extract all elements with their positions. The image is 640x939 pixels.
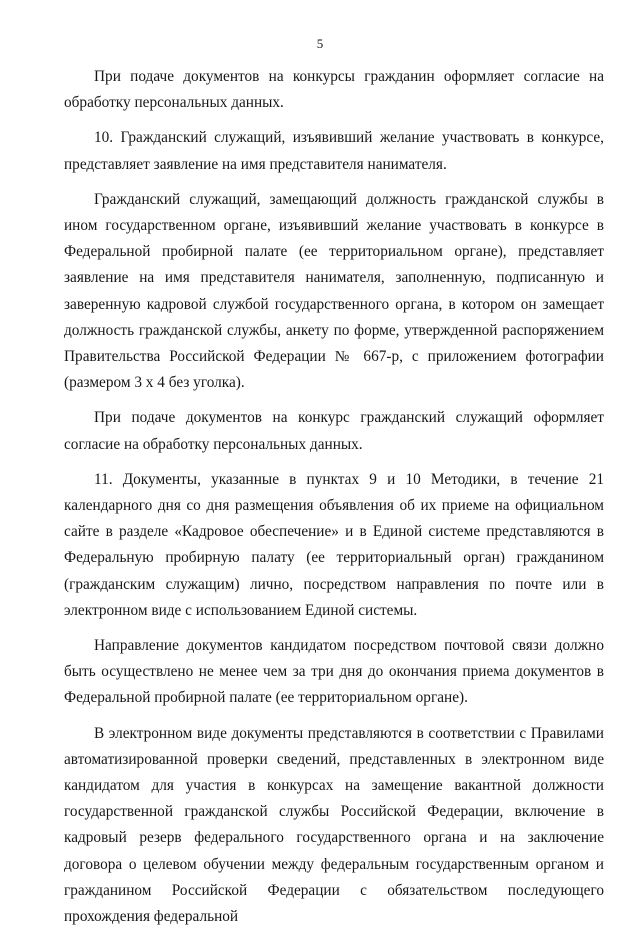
paragraph-other-agency-servant: Гражданский служащий, замещающий должность гражданской службы в ином государственном органе, изъявивший желание участвовать в конкурсе в Федеральной пробирной палате (ее территориальном органе), представляет заявление на имя представителя нанимателя, заполненную, подписанную и заверенную кадровой службой государственного органа, в котором он замещает должность гражданской службы, анкету по форме, утвержденной распоряжением Правительства Российской Федерации № 667-р, с приложением фотографии (размером 3 х 4 без уголка). xyxy=(64,190,604,392)
paragraph-consent-candidates: При подаче документов на конкурсы гражданин оформляет согласие на обработку персональных данных. xyxy=(64,68,604,112)
page-number: 5 xyxy=(316,36,324,51)
paragraph-electronic-submission: В электронном виде документы представляются в соответствии с Правилами автоматизированной проверки сведений, представленных в электронном виде кандидатом для участия в конкурсах на замещение вакантной должности государственной гражданской службы Российской Федерации, включение в кадровый резерв федерального государственного органа и на заключение договора о целевом обучении между федеральным государственным органом и гражданином Российской Федерации с обязательством последующего прохождения федеральной xyxy=(64,724,604,926)
paragraph-postal-submission: Направление документов кандидатом посредством почтовой связи должно быть осуществлено не менее чем за три дня до окончания приема документов в Федеральной пробирной палате (ее территориальном органе). xyxy=(64,637,604,707)
paragraph-consent-servants: При подаче документов на конкурс гражданский служащий оформляет согласие на обработку персональных данных. xyxy=(64,409,604,453)
paragraph-item-11: 11. Документы, указанные в пунктах 9 и 10 Методики, в течение 21 календарного дня со дня размещения объявления об их приеме на официальном сайте в разделе «Кадровое обеспечение» и в Единой системе представляются в Федеральную пробирную палату (ее территориальный орган) гражданином (гражданским служащим) лично, посредством направления по почте или в электронном виде с использованием Единой системы. xyxy=(64,470,604,619)
paragraph-item-10: 10. Гражданский служащий, изъявивший желание участвовать в конкурсе, представляет заявление на имя представителя нанимателя. xyxy=(64,129,604,173)
document-body xyxy=(64,64,604,939)
